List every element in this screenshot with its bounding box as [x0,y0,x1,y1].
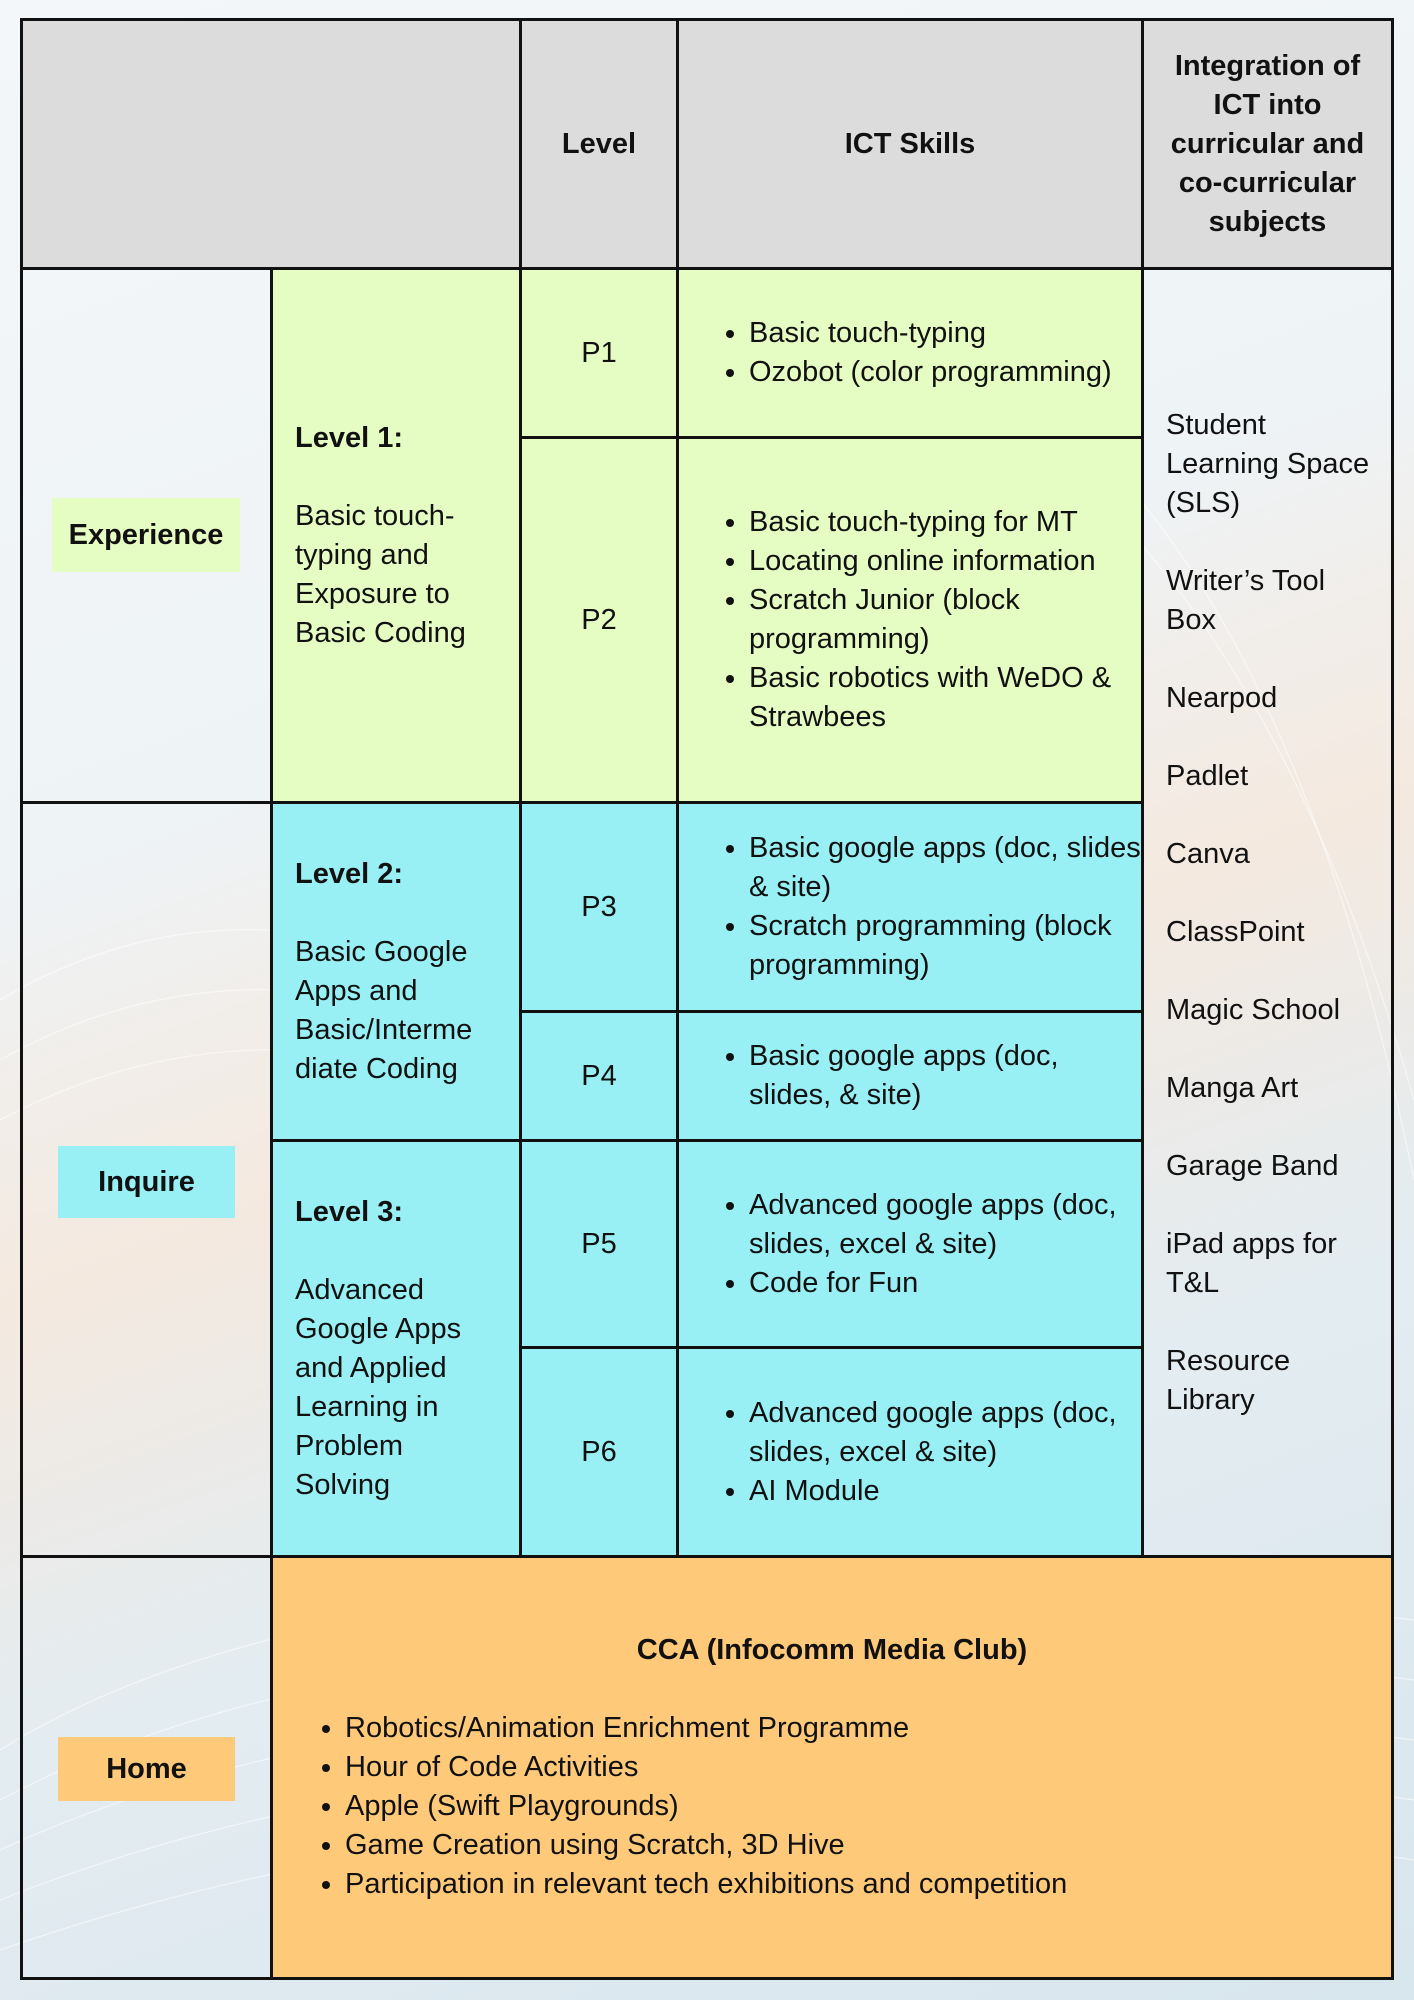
list-item: • Game Creation using Scratch, 3D Hive [345,1826,1391,1865]
grade-p4: P4 [519,1010,679,1142]
skills-p2-cell [676,436,1144,804]
cca-cell [270,1555,1394,1980]
skills-p6-cell [676,1346,1144,1558]
integration-tools-cell [1141,267,1394,1558]
list-item: • Locating online information [749,542,1141,581]
header-integration: Integration of ICT into curricular and co-curricular subjects [1141,18,1394,270]
list-item: • Basic touch-typing for MT [749,503,1141,542]
tool-item: iPad apps for T&L [1166,1227,1337,1299]
grade-p5: P5 [519,1139,679,1349]
list-item: • Hour of Code Activities [345,1748,1391,1787]
list-item: • Participation in relevant tech exhibitions and competition [345,1865,1391,1904]
header-blank-cell [20,18,522,270]
experience-tag: Experience [52,498,240,572]
level-2-cell [270,801,522,1142]
list-item: • Scratch Junior (block programming) [749,581,1141,659]
list-item: • Basic touch-typing [749,314,1141,353]
skills-p6-list [679,1394,1141,1511]
skills-p2-list [679,503,1141,737]
tool-item: Garage Band [1166,1149,1339,1182]
skills-p1-cell [676,267,1144,439]
list-item: • Apple (Swift Playgrounds) [345,1787,1391,1826]
tool-item: ClassPoint [1166,915,1305,948]
level-1-description: Basic touch-typing and Exposure to Basic Coding [295,499,466,649]
header-ict-skills: ICT Skills [676,18,1144,270]
grade-p2: P2 [519,436,679,804]
level-1-title: Level 1: [295,421,403,454]
tool-item: Padlet [1166,759,1249,792]
tool-item: Nearpod [1166,681,1278,714]
list-item: • Robotics/Animation Enrichment Programme [345,1709,1391,1748]
cca-list [273,1709,1391,1904]
list-item: • Code for Fun [749,1264,1141,1303]
level-1-cell [270,267,522,804]
skills-p5-cell [676,1139,1144,1349]
list-item: • Basic google apps (doc, slides, & site) [749,1037,1141,1115]
skills-p5-list [679,1186,1141,1303]
list-item: • Advanced google apps (doc, slides, excel & site) [749,1394,1141,1472]
list-item: • Ozobot (color programming) [749,353,1141,392]
list-item: • AI Module [749,1472,1141,1511]
level-2-description: Basic Google Apps and Basic/Interme diate Coding [295,935,473,1085]
skills-p1-list [679,314,1141,392]
grade-p3: P3 [519,801,679,1013]
inquire-tag: Inquire [58,1146,235,1218]
cca-title: CCA (Infocomm Media Club) [636,1634,1028,1666]
tool-item: Student Learning Space (SLS) [1166,408,1370,519]
list-item: • Basic robotics with WeDO & Strawbees [749,659,1141,737]
list-item: • Basic google apps (doc, slides & site) [749,829,1141,907]
tool-item: Magic School [1166,993,1341,1026]
level-3-cell [270,1139,522,1558]
skills-p3-cell [676,801,1144,1013]
skills-p4-list [679,1037,1141,1115]
skills-p3-list [679,829,1141,985]
tool-item: Resource Library [1166,1344,1291,1416]
tool-item: Manga Art [1166,1071,1299,1104]
grade-p6: P6 [519,1346,679,1558]
grade-p1: P1 [519,267,679,439]
tool-item: Canva [1166,837,1250,870]
level-3-description: Advanced Google Apps and Applied Learning in Problem Solving [295,1273,462,1501]
level-2-title: Level 2: [295,857,403,890]
skills-p4-cell [676,1010,1144,1142]
list-item: • Scratch programming (block programming) [749,907,1141,985]
list-item: • Advanced google apps (doc, slides, excel & site) [749,1186,1141,1264]
home-tag: Home [58,1737,235,1801]
header-level: Level [519,18,679,270]
level-3-title: Level 3: [295,1195,403,1228]
tool-item: Writer’s Tool Box [1166,564,1326,636]
